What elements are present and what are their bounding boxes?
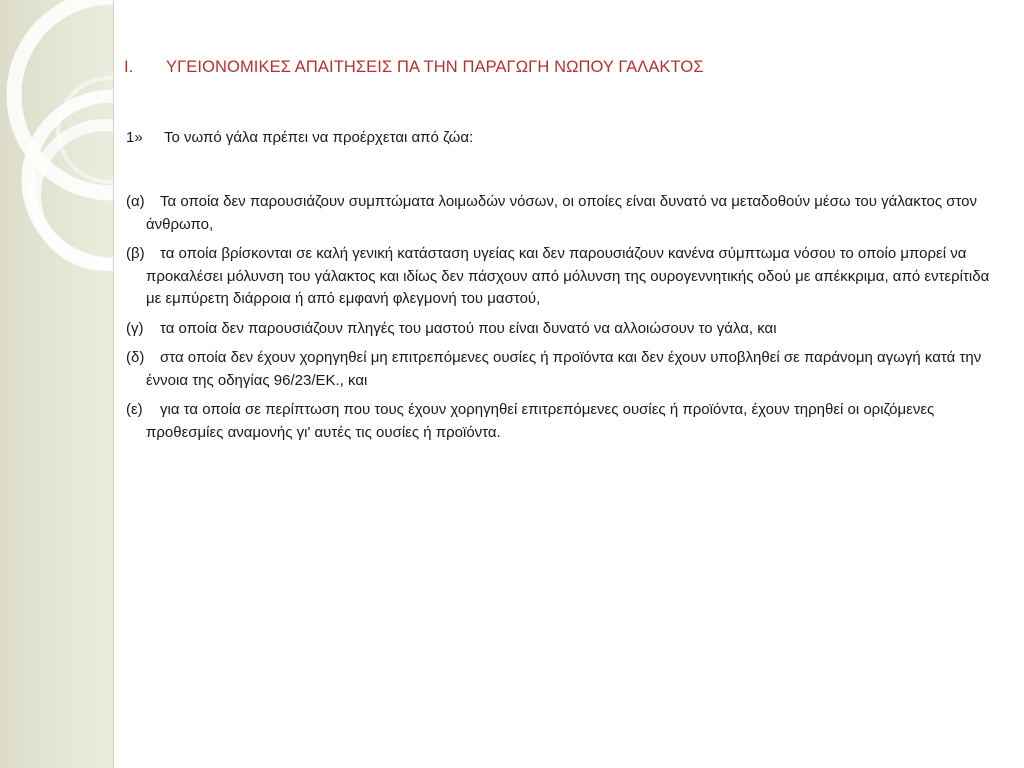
intro-text: Το νωπό γάλα πρέπει να προέρχεται από ζώα: [164, 129, 474, 146]
section-heading [124, 58, 704, 77]
list-item-marker: (γ) [126, 319, 144, 337]
list-item-marker: (δ) [126, 349, 145, 366]
section-title: ΥΓΕΙΟΝΟΜΙΚΕΣ ΑΠΑΙΤΗΣΕΙΣ ΠΑ ΤΗΝ ΠΑΡΑΓΩΓΗ ΝΩΠΟΥ ΓΑΛΑΚΤΟΣ [166, 58, 704, 76]
requirements-list [126, 191, 994, 451]
list-item-marker: (ε) [126, 401, 143, 418]
list-item-marker: (α) [126, 193, 145, 210]
list-item [126, 318, 994, 341]
list-item-text: στα οποία δεν έχουν χορηγηθεί μη επιτρεπόμενες ουσίες ή προϊόντα και δεν έχουν υποβληθεί σε παράνομη αγωγή κατά την έννοια της οδηγίας 96/23/ΕΚ., και [146, 349, 982, 389]
list-item-text: τα οποία βρίσκονται σε καλή γενική κατάσταση υγείας και δεν παρουσιάζουν κανένα σύμπτωμα νόσου το οποίο μπορεί να προκαλέσει μόλυνση του γάλακτος και ιδίως δεν πάσχουν από μόλυνση της ουρογεννητικής οδού με απέκκριμα, από εντερίτιδα με εμπύρετη διάρροια ή από εμφανή φλεγμονή του μαστού, [146, 245, 990, 307]
list-item-text: τα οποία δεν παρουσιάζουν πληγές του μαστού που είναι δυνατό να αλλοιώσουν το γάλα, και [160, 319, 777, 337]
decorative-rings [0, 0, 113, 768]
list-item-marker: (β) [126, 245, 145, 262]
section-number: I. [124, 58, 134, 76]
decorative-side-band [0, 0, 114, 768]
list-item [126, 347, 994, 392]
intro-paragraph [126, 129, 473, 146]
list-item-text: Τα οποία δεν παρουσιάζουν συμπτώματα λοιμωδών νόσων, οι οποίες είναι δυνατό να μεταδοθούν μέσω του γάλακτος στον άνθρωπο, [146, 193, 978, 233]
list-item [126, 191, 994, 236]
list-item [126, 399, 994, 444]
list-item-text: για τα οποία σε περίπτωση που τους έχουν χορηγηθεί επιτρεπόμενες ουσίες ή προϊόντα, έχουν τηρηθεί οι οριζόμενες προθεσμίες αναμονής γι' αυτές τις ουσίες ή προϊόντα. [146, 401, 935, 441]
list-item [126, 243, 994, 311]
intro-number: 1» [126, 129, 143, 146]
